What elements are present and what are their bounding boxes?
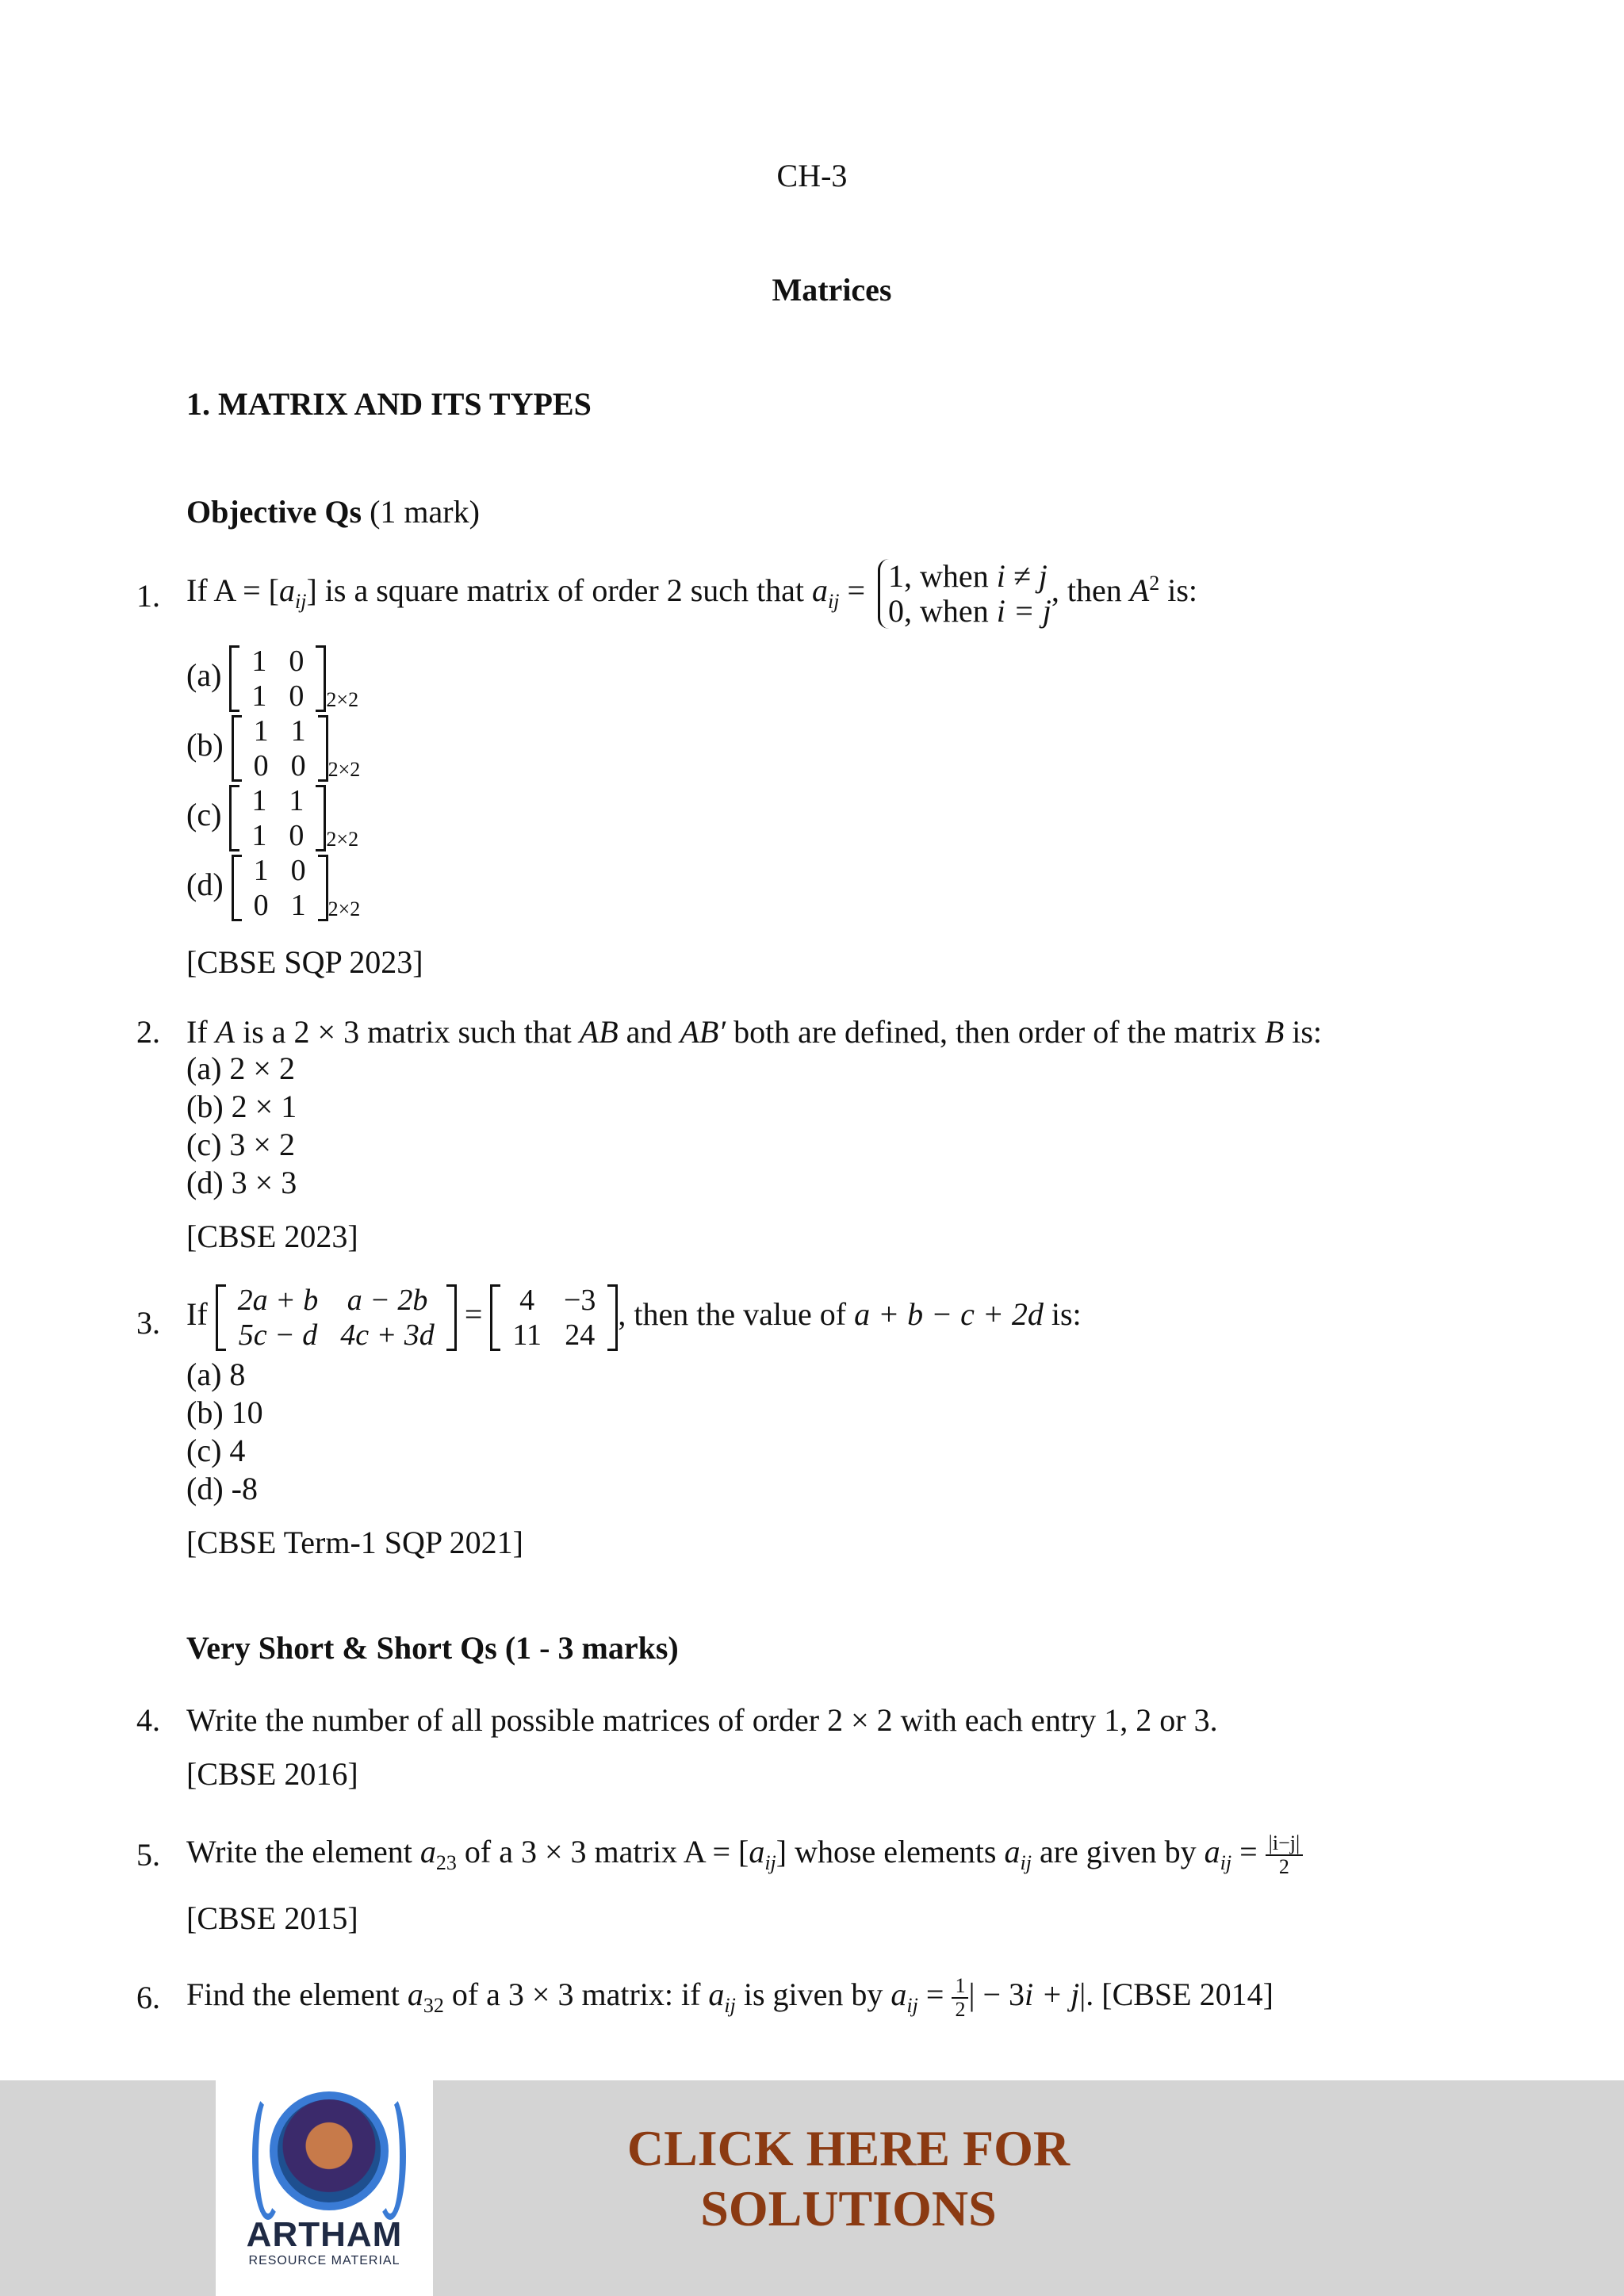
- q1-number: 1.: [136, 578, 160, 614]
- q1-option-c: (c) 1 1 1 0 $_{2\times 2}$: [186, 784, 359, 852]
- q1-option-a: (a) 1 0 1 0 $_{2\times 2}$: [186, 645, 359, 713]
- page-title: Matrices: [772, 272, 892, 308]
- q3-option-d: (d) -8: [186, 1471, 258, 1506]
- logo-name: ARTHAM: [246, 2215, 403, 2254]
- q2-option-b: (b) 2 × 1: [186, 1089, 297, 1124]
- q6-number: 6.: [136, 1980, 160, 2015]
- q5-text: Write the element $a_{23}$ of a 3 × 3 matrix $A = [a_{ij}]$ whose elements $a_{ij}$ are given by $a_{ij}$ = $\frac{|i-j|}{2}$: [186, 1828, 1303, 1887]
- q2-source: [CBSE 2023]: [186, 1219, 358, 1254]
- q1-option-b: (b) 1 1 0 0 $_{2\times 2}$: [186, 714, 361, 783]
- chapter-label: CH-3: [776, 158, 848, 193]
- q4-text: Write the number of all possible matrices of order 2 × 2 with each entry 1, 2 or 3.: [186, 1702, 1218, 1738]
- q1-cases: 1, when i ≠ j 0, when i = j: [878, 559, 1051, 629]
- cta-line-1[interactable]: CLICK HERE FOR: [626, 2120, 1071, 2176]
- q3-number: 3.: [136, 1305, 160, 1341]
- artham-logo-icon: [270, 2091, 389, 2210]
- q1-text: If $A = [a_{ij}]$ is a square matrix of order 2 such that $a_{ij} = 1$, when i ≠ j 0, when i = j, then $A^2$ is:: [186, 558, 1198, 629]
- q2-option-c: (c) 3 × 2: [186, 1127, 295, 1162]
- q6-text: Find the element $a_{32}$ of a 3 × 3 matrix: if $a_{ij}$ is given by $a_{ij}$ = $\frac{1}{2}$ | − 3i + j|. [CBSE 2014]: [186, 1973, 1274, 2021]
- cta-line-2[interactable]: SOLUTIONS: [700, 2180, 997, 2237]
- solutions-link[interactable]: [492, 2118, 1205, 2239]
- logo-tagline: RESOURCE MATERIAL: [248, 2254, 400, 2267]
- q1-option-d: (d) 1 0 0 1 $_{2\times 2}$: [186, 854, 361, 922]
- objective-heading: [186, 493, 480, 530]
- q5-number: 5.: [136, 1837, 160, 1873]
- q3-option-c: (c) 4: [186, 1433, 246, 1468]
- q4-number: 4.: [136, 1702, 160, 1738]
- objective-heading-text: Objective Qs: [186, 494, 362, 530]
- q2-text: If A is a 2 × 3 matrix such that AB and AB′ both are defined, then order of the matrix B is:: [186, 1014, 1323, 1050]
- q2-option-d: (d) 3 × 3: [186, 1165, 297, 1200]
- q3-option-a: (a) 8: [186, 1357, 246, 1392]
- short-heading: Very Short & Short Qs (1 - 3 marks): [186, 1630, 679, 1666]
- q2-number: 2.: [136, 1014, 160, 1050]
- q4-source: [CBSE 2016]: [186, 1756, 358, 1792]
- q3-text: If 2a + b a − 2b 5c − d 4c + 3d = 4 −3 11 24 , then the value of a + b − c + 2d is:: [186, 1284, 1082, 1352]
- q5-source: [CBSE 2015]: [186, 1900, 358, 1936]
- q3-option-b: (b) 10: [186, 1395, 263, 1430]
- q3-source: [CBSE Term-1 SQP 2021]: [186, 1525, 523, 1560]
- q1-source: [CBSE SQP 2023]: [186, 944, 423, 980]
- objective-marks: (1 mark): [370, 494, 480, 530]
- q2-option-a: (a) 2 × 2: [186, 1050, 295, 1086]
- section-heading: 1. MATRIX AND ITS TYPES: [186, 386, 592, 422]
